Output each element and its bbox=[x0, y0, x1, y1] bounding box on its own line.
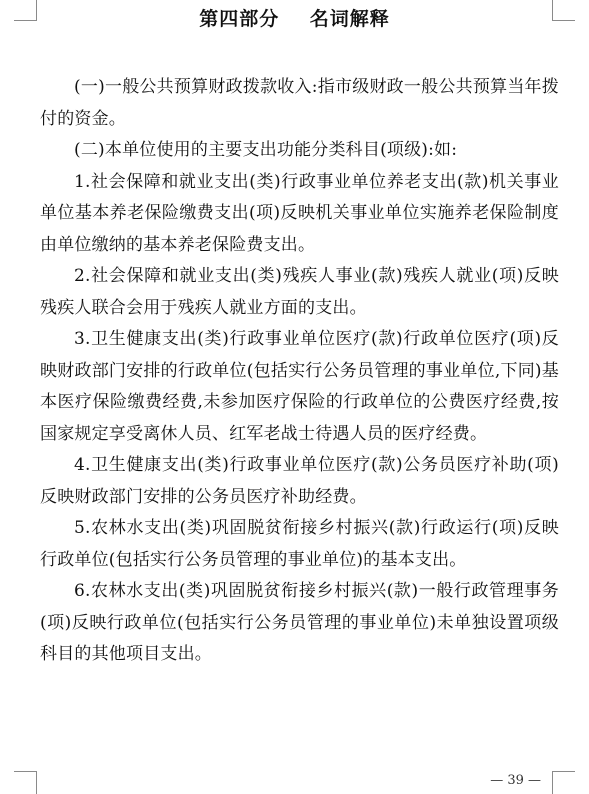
paragraph-item-4: 4.卫生健康支出(类)行政事业单位医疗(款)公务员医疗补助(项)反映财政部门安排的公务员医疗补助经费。 bbox=[40, 455, 559, 507]
paragraph-item-6: 6.农林水支出(类)巩固脱贫衔接乡村振兴(款)一般行政管理事务(项)反映行政单位(包括实行公务员管理的事业单位)未单独设置项级科目的其他项目支出。 bbox=[40, 581, 559, 664]
page-title: 第四部分 名词解释 bbox=[199, 8, 390, 30]
paragraph-item-1: 1.社会保障和就业支出(类)行政事业单位养老支出(款)机关事业单位基本养老保险缴费支出(项)反映机关事业单位实施养老保险制度由单位缴纳的基本养老保险费支出。 bbox=[40, 171, 559, 255]
crop-mark-bottom-left bbox=[14, 771, 37, 794]
crop-mark-bottom-right bbox=[552, 771, 575, 794]
document-body bbox=[40, 72, 559, 671]
paragraph-item-5: 5.农林水支出(类)巩固脱贫衔接乡村振兴(款)行政运行(项)反映行政单位(包括实行公务员管理的事业单位)的基本支出。 bbox=[40, 518, 559, 570]
page-number: — 39 — bbox=[490, 773, 541, 788]
paragraph-item-2: 2.社会保障和就业支出(类)残疾人事业(款)残疾人就业(项)反映残疾人联合会用于残疾人就业方面的支出。 bbox=[40, 266, 559, 318]
paragraph-general-budget: (一)一般公共预算财政拨款收入:指市级财政一般公共预算当年拨付的资金。 bbox=[40, 77, 559, 129]
paragraph-item-3: 3.卫生健康支出(类)行政事业单位医疗(款)行政单位医疗(项)反映财政部门安排的行政单位(包括实行公务员管理的事业单位,下同)基本医疗保险缴费经费,未参加医疗保险的行政单位的公费医疗经费,按国家规定享受离休人员、红军老战士待遇人员的医疗经费。 bbox=[40, 329, 559, 444]
paragraph-subjects-intro: (二)本单位使用的主要支出功能分类科目(项级):如: bbox=[74, 140, 458, 160]
